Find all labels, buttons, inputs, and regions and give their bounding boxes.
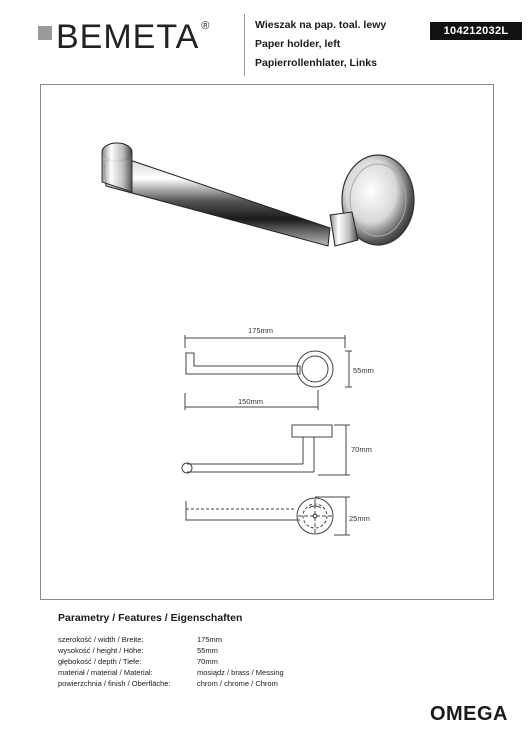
title-de: Papierrollenhlater, Links (255, 57, 377, 69)
spec-row (58, 656, 478, 667)
dim-label-150: 150mm (238, 397, 264, 406)
series-name: OMEGA (429, 703, 508, 725)
spec-label: powierzchnia / finish / Oberfläche: (58, 679, 171, 688)
spec-label: wysokość / height / Höhe: (58, 646, 144, 655)
side-flange (292, 425, 332, 437)
top-view-drawing (186, 497, 350, 535)
spec-row (58, 678, 478, 689)
title-en: Paper holder, left (255, 38, 341, 50)
spec-value: 70mm (197, 657, 218, 666)
brand-name: BEMETA (56, 18, 200, 56)
spec-row (58, 634, 478, 645)
dim-label-175: 175mm (248, 326, 274, 335)
product-code-badge: 104212032L (430, 22, 522, 40)
spec-value: 55mm (197, 646, 218, 655)
holder-arm (104, 156, 330, 246)
spec-row (58, 645, 478, 656)
spec-row (58, 667, 478, 678)
spec-value: mosiądz / brass / Messing (197, 668, 284, 677)
flange-front-inner (302, 356, 328, 382)
spec-label: materiał / material / Material: (58, 668, 153, 677)
spec-value: chrom / chrome / Chrom (197, 679, 278, 688)
spec-label: głębokość / depth / Tiefe: (58, 657, 142, 666)
front-view-drawing (185, 335, 352, 410)
dim-label-55: 55mm (353, 366, 374, 375)
arm-front-outline (186, 353, 300, 374)
spec-label: szerokość / width / Breite: (58, 635, 144, 644)
features-title: Parametry / Features / Eigenschaften (58, 612, 243, 624)
product-render (102, 143, 414, 246)
title-pl: Wieszak na pap. toal. lewy (255, 19, 387, 31)
features-section (58, 612, 478, 689)
top-flange-outer (297, 498, 333, 534)
dim-label-70: 70mm (351, 445, 372, 454)
side-view-drawing (182, 425, 350, 475)
top-arm-outline (186, 501, 300, 520)
spec-value: 175mm (197, 635, 223, 644)
registered-mark: ® (201, 20, 210, 32)
dim-label-25: 25mm (349, 514, 370, 523)
